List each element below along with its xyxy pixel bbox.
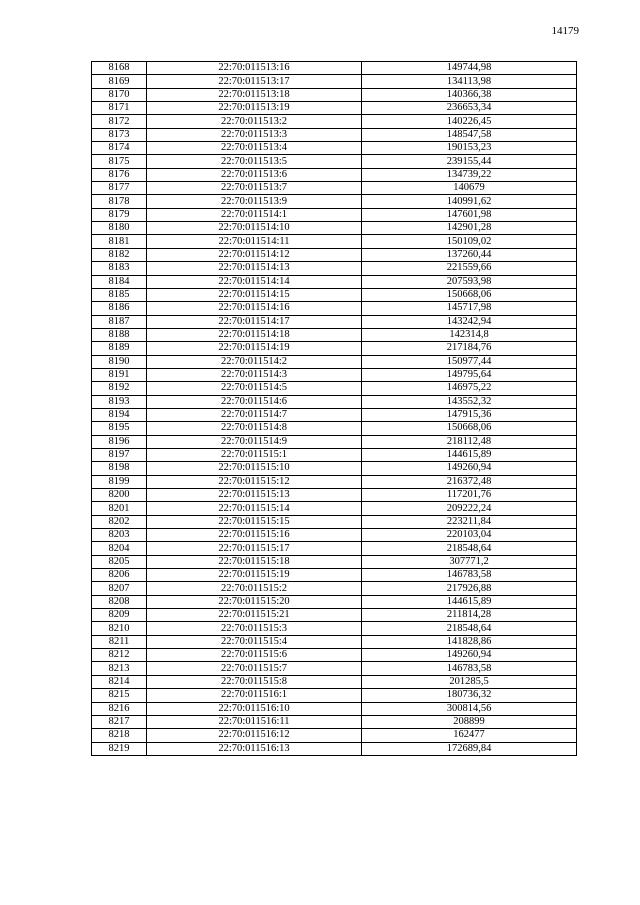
table-row [92,382,577,395]
table-row [92,408,577,421]
value-cell: 150668,06 [362,422,577,435]
value-cell: 223211,84 [362,515,577,528]
cadastral-number-cell: 22:70:011515:21 [147,609,362,622]
row-number-cell: 8195 [92,422,147,435]
cadastral-number-cell: 22:70:011514:2 [147,355,362,368]
cadastral-number-cell: 22:70:011515:2 [147,582,362,595]
row-number-cell: 8172 [92,115,147,128]
cadastral-number-cell: 22:70:011513:3 [147,128,362,141]
row-number-cell: 8185 [92,288,147,301]
cadastral-number-cell: 22:70:011513:16 [147,62,362,75]
value-cell: 190153,23 [362,142,577,155]
value-cell: 145717,98 [362,302,577,315]
value-cell: 218548,64 [362,622,577,635]
table-row [92,529,577,542]
row-number-cell: 8186 [92,302,147,315]
value-cell: 236653,34 [362,102,577,115]
value-cell: 216372,48 [362,475,577,488]
value-cell: 137260,44 [362,248,577,261]
table-row [92,448,577,461]
table-row [92,595,577,608]
row-number-cell: 8173 [92,128,147,141]
cadastral-number-cell: 22:70:011515:14 [147,502,362,515]
cadastral-number-cell: 22:70:011515:18 [147,555,362,568]
cadastral-number-cell: 22:70:011514:5 [147,382,362,395]
value-cell: 141828,86 [362,635,577,648]
value-cell: 149260,94 [362,462,577,475]
row-number-cell: 8194 [92,408,147,421]
cadastral-number-cell: 22:70:011515:20 [147,595,362,608]
cadastral-number-cell: 22:70:011514:9 [147,435,362,448]
table-row [92,62,577,75]
table-row [92,502,577,515]
table-body [92,62,577,756]
row-number-cell: 8182 [92,248,147,261]
value-cell: 221559,66 [362,262,577,275]
table-row [92,675,577,688]
value-cell: 144615,89 [362,448,577,461]
cadastral-number-cell: 22:70:011515:13 [147,489,362,502]
cadastral-number-cell: 22:70:011514:3 [147,368,362,381]
value-cell: 147601,98 [362,208,577,221]
row-number-cell: 8210 [92,622,147,635]
table-row [92,88,577,101]
table-row [92,328,577,341]
value-cell: 146783,58 [362,662,577,675]
cadastral-number-cell: 22:70:011515:12 [147,475,362,488]
value-cell: 144615,89 [362,595,577,608]
value-cell: 149744,98 [362,62,577,75]
value-cell: 148547,58 [362,128,577,141]
table-row [92,702,577,715]
cadastral-number-cell: 22:70:011514:6 [147,395,362,408]
value-cell: 150977,44 [362,355,577,368]
row-number-cell: 8217 [92,715,147,728]
row-number-cell: 8183 [92,262,147,275]
cadastral-number-cell: 22:70:011516:13 [147,742,362,755]
row-number-cell: 8198 [92,462,147,475]
value-cell: 149260,94 [362,649,577,662]
cadastral-number-cell: 22:70:011514:13 [147,262,362,275]
table-row [92,635,577,648]
value-cell: 143552,32 [362,395,577,408]
cadastral-number-cell: 22:70:011514:10 [147,222,362,235]
table-row [92,622,577,635]
cadastral-number-cell: 22:70:011516:12 [147,729,362,742]
row-number-cell: 8189 [92,342,147,355]
row-number-cell: 8175 [92,155,147,168]
table-row [92,355,577,368]
row-number-cell: 8187 [92,315,147,328]
table-row [92,742,577,755]
cadastral-number-cell: 22:70:011513:19 [147,102,362,115]
row-number-cell: 8177 [92,182,147,195]
row-number-cell: 8170 [92,88,147,101]
row-number-cell: 8168 [92,62,147,75]
row-number-cell: 8206 [92,569,147,582]
row-number-cell: 8213 [92,662,147,675]
cadastral-number-cell: 22:70:011513:2 [147,115,362,128]
value-cell: 146975,22 [362,382,577,395]
row-number-cell: 8204 [92,542,147,555]
row-number-cell: 8216 [92,702,147,715]
table-row [92,555,577,568]
cadastral-number-cell: 22:70:011514:17 [147,315,362,328]
row-number-cell: 8215 [92,689,147,702]
table-row [92,128,577,141]
row-number-cell: 8214 [92,675,147,688]
table-row [92,262,577,275]
cadastral-number-cell: 22:70:011513:17 [147,75,362,88]
cadastral-number-cell: 22:70:011515:1 [147,448,362,461]
value-cell: 211814,28 [362,609,577,622]
table-row [92,542,577,555]
cadastral-number-cell: 22:70:011515:3 [147,622,362,635]
cadastral-number-cell: 22:70:011515:8 [147,675,362,688]
value-cell: 150109,02 [362,235,577,248]
table-row [92,115,577,128]
row-number-cell: 8207 [92,582,147,595]
value-cell: 117201,76 [362,489,577,502]
value-cell: 142901,28 [362,222,577,235]
cadastral-number-cell: 22:70:011513:18 [147,88,362,101]
row-number-cell: 8193 [92,395,147,408]
table-row [92,142,577,155]
row-number-cell: 8190 [92,355,147,368]
table-row [92,288,577,301]
value-cell: 140679 [362,182,577,195]
cadastral-number-cell: 22:70:011513:4 [147,142,362,155]
page-number: 14179 [551,25,579,37]
table-row [92,315,577,328]
cadastral-number-cell: 22:70:011515:19 [147,569,362,582]
row-number-cell: 8180 [92,222,147,235]
table-row [92,182,577,195]
table-row [92,102,577,115]
value-cell: 134739,22 [362,168,577,181]
cadastral-number-cell: 22:70:011516:10 [147,702,362,715]
table-row [92,569,577,582]
table-row [92,342,577,355]
row-number-cell: 8208 [92,595,147,608]
value-cell: 140226,45 [362,115,577,128]
table-row [92,462,577,475]
cadastral-table [91,61,577,756]
row-number-cell: 8200 [92,489,147,502]
value-cell: 307771,2 [362,555,577,568]
value-cell: 201285,5 [362,675,577,688]
cadastral-number-cell: 22:70:011514:7 [147,408,362,421]
value-cell: 143242,94 [362,315,577,328]
table-row [92,435,577,448]
row-number-cell: 8196 [92,435,147,448]
value-cell: 209222,24 [362,502,577,515]
row-number-cell: 8199 [92,475,147,488]
value-cell: 140366,38 [362,88,577,101]
cadastral-number-cell: 22:70:011514:15 [147,288,362,301]
row-number-cell: 8181 [92,235,147,248]
row-number-cell: 8178 [92,195,147,208]
cadastral-number-cell: 22:70:011514:11 [147,235,362,248]
table-row [92,75,577,88]
cadastral-number-cell: 22:70:011516:11 [147,715,362,728]
table-row [92,248,577,261]
row-number-cell: 8203 [92,529,147,542]
value-cell: 146783,58 [362,569,577,582]
table-row [92,302,577,315]
value-cell: 217926,88 [362,582,577,595]
cadastral-number-cell: 22:70:011514:14 [147,275,362,288]
row-number-cell: 8192 [92,382,147,395]
table-row [92,395,577,408]
table-row [92,489,577,502]
table-row [92,222,577,235]
table-row [92,649,577,662]
table-row [92,422,577,435]
value-cell: 180736,32 [362,689,577,702]
row-number-cell: 8212 [92,649,147,662]
table-row [92,168,577,181]
table-row [92,662,577,675]
cadastral-number-cell: 22:70:011513:9 [147,195,362,208]
value-cell: 149795,64 [362,368,577,381]
cadastral-number-cell: 22:70:011514:16 [147,302,362,315]
value-cell: 300814,56 [362,702,577,715]
table-row [92,275,577,288]
cadastral-number-cell: 22:70:011514:18 [147,328,362,341]
table-row [92,475,577,488]
cadastral-number-cell: 22:70:011515:4 [147,635,362,648]
cadastral-number-cell: 22:70:011515:6 [147,649,362,662]
cadastral-number-cell: 22:70:011515:10 [147,462,362,475]
value-cell: 217184,76 [362,342,577,355]
value-cell: 207593,98 [362,275,577,288]
value-cell: 150668,06 [362,288,577,301]
table-row [92,609,577,622]
table-row [92,155,577,168]
row-number-cell: 8211 [92,635,147,648]
row-number-cell: 8197 [92,448,147,461]
cadastral-number-cell: 22:70:011513:5 [147,155,362,168]
cadastral-number-cell: 22:70:011515:16 [147,529,362,542]
cadastral-number-cell: 22:70:011516:1 [147,689,362,702]
row-number-cell: 8202 [92,515,147,528]
table-row [92,689,577,702]
cadastral-number-cell: 22:70:011514:19 [147,342,362,355]
table-row [92,515,577,528]
row-number-cell: 8176 [92,168,147,181]
row-number-cell: 8205 [92,555,147,568]
row-number-cell: 8209 [92,609,147,622]
table-row [92,729,577,742]
value-cell: 208899 [362,715,577,728]
cadastral-number-cell: 22:70:011515:7 [147,662,362,675]
table-row [92,582,577,595]
value-cell: 239155,44 [362,155,577,168]
row-number-cell: 8219 [92,742,147,755]
row-number-cell: 8174 [92,142,147,155]
row-number-cell: 8191 [92,368,147,381]
row-number-cell: 8171 [92,102,147,115]
value-cell: 147915,36 [362,408,577,421]
value-cell: 162477 [362,729,577,742]
row-number-cell: 8184 [92,275,147,288]
table-row [92,235,577,248]
value-cell: 142314,8 [362,328,577,341]
value-cell: 134113,98 [362,75,577,88]
value-cell: 220103,04 [362,529,577,542]
table-row [92,208,577,221]
row-number-cell: 8179 [92,208,147,221]
table-row [92,368,577,381]
value-cell: 218112,48 [362,435,577,448]
table-row [92,715,577,728]
row-number-cell: 8169 [92,75,147,88]
row-number-cell: 8201 [92,502,147,515]
value-cell: 172689,84 [362,742,577,755]
cadastral-number-cell: 22:70:011514:1 [147,208,362,221]
cadastral-number-cell: 22:70:011513:6 [147,168,362,181]
cadastral-number-cell: 22:70:011515:15 [147,515,362,528]
table-row [92,195,577,208]
value-cell: 218548,64 [362,542,577,555]
cadastral-number-cell: 22:70:011514:8 [147,422,362,435]
cadastral-number-cell: 22:70:011515:17 [147,542,362,555]
row-number-cell: 8218 [92,729,147,742]
cadastral-number-cell: 22:70:011514:12 [147,248,362,261]
value-cell: 140991,62 [362,195,577,208]
cadastral-number-cell: 22:70:011513:7 [147,182,362,195]
row-number-cell: 8188 [92,328,147,341]
